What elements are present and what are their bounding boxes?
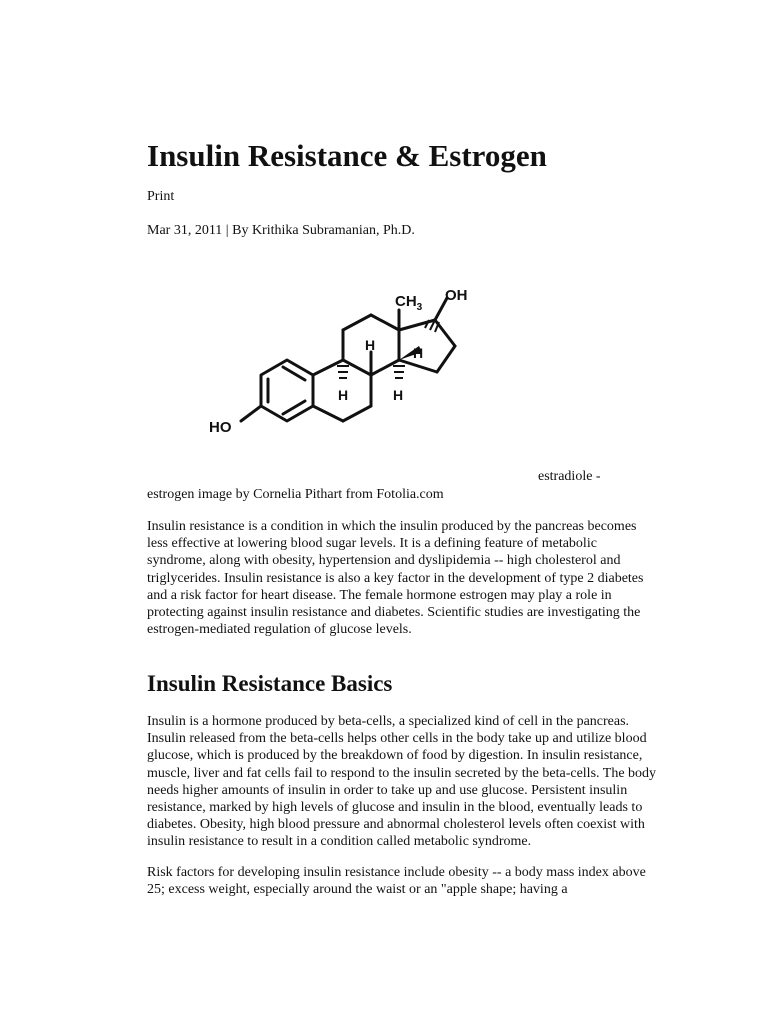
- section-heading: Insulin Resistance Basics: [147, 671, 393, 696]
- h-label-lower-right: H: [393, 387, 404, 403]
- risk-factors-paragraph: Risk factors for developing insulin resistance include obesity -- a body mass index above 25; excess weight, especially around the waist or an "apple shape; having a: [147, 865, 646, 898]
- article-title: Insulin Resistance & Estrogen: [147, 138, 547, 173]
- intro-paragraph: Insulin resistance is a condition in which the insulin produced by the pancreas becomes less effective at lowering blood sugar levels. It is a defining feature of metabolic syndrome, along with obesity, hypertension and dyslipidemia -- high cholesterol and triglycerides. Insulin resistance is also a key factor in the development of type 2 diabetes and a risk factor for heart disease. The female hormone estrogen may play a role in protecting against insulin resistance and diabetes. Scientific studies are investigating the estrogen-mediated regulation of glucose levels.: [147, 519, 644, 638]
- ho-label: HO: [209, 419, 232, 436]
- basics-paragraph: Insulin is a hormone produced by beta-cells, a specialized kind of cell in the pancreas. Insulin released from the beta-cells helps other cells in the body take up and utilize blood glucose, which is produced by the breakdown of food by digestion. In insulin resistance, muscle, liver and fat cells fail to respond to the insulin secreted by the beta-cells. The body needs higher amounts of insulin in order to take up and use glucose. Persistent insulin resistance, marked by high levels of glucose and insulin in the blood, eventually leads to diabetes. Obesity, high blood pressure and abnormal cholesterol levels often coexist with insulin resistance to result in a condition called metabolic syndrome.: [147, 714, 657, 850]
- ch3-label: $CH_3$: [395, 293, 423, 313]
- estradiol-structure-image: [205, 280, 485, 440]
- image-caption-title: estradiole -: [538, 469, 601, 484]
- print-link[interactable]: Print: [147, 189, 175, 204]
- h-label-upper-left: H: [365, 337, 376, 353]
- byline: Mar 31, 2011 | By Krithika Subramanian, Ph.D.: [147, 223, 415, 238]
- h-label-upper-right: H: [413, 345, 424, 361]
- h-label-lower-left: H: [338, 387, 349, 403]
- oh-label: OH: [445, 287, 468, 304]
- image-credit: estrogen image by Cornelia Pithart from Fotolia.com: [147, 487, 444, 502]
